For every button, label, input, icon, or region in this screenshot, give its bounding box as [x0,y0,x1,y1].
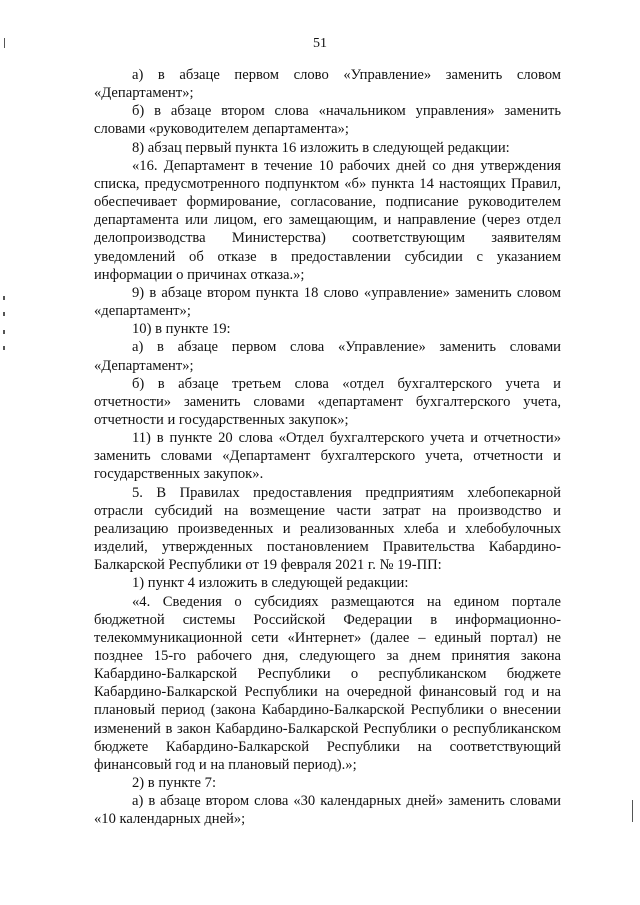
scan-edge-mark [632,800,633,822]
paragraph: «4. Сведения о субсидиях размещаются на едином портале бюджетной системы Российской Федерации в информационно-телекоммуникационной сети «Интернет» (далее – единый портал) не позднее 15-го рабочего дня, следующего за днем принятия закона Кабардино-Балкарской Республики о республиканском бюджете Кабардино-Балкарской Республики на очередной финансовый год и на плановый период (закона Кабардино-Балкарской Республики о внесении изменений в закон Кабардино-Балкарской Республики о республиканском бюджете Кабардино-Балкарской Республики на соответствующий финансовый год и на плановый период).»; [94,593,561,773]
paragraph: б) в абзаце третьем слова «отдел бухгалтерского учета и отчетности» заменить словами «департамент бухгалтерского учета, отчетности и государственных закупок»; [94,375,561,428]
scan-edge-mark [4,38,5,48]
paragraph: а) в абзаце первом слово «Управление» заменить словом «Департамент»; [94,67,561,102]
paragraph: 2) в пункте 7: [132,775,217,792]
paragraph: б) в абзаце втором слова «начальником управления» заменить словами «руководителем департамента»; [94,103,561,138]
scan-edge-mark [3,312,5,316]
scan-edge-mark [3,330,5,334]
page-number: 51 [313,36,327,51]
paragraph: «16. Департамент в течение 10 рабочих дней со дня утверждения списка, предусмотренного подпунктом «б» пункта 14 настоящих Правил, обеспечивает формирование, согласование, подписание руководителем департамента или лицом, его замещающим, и направление (через отдел делопроизводства Министерства) соответствующим заявителям уведомлений об отказе в предоставлении субсидии с указанием информации о причинах отказа.»; [94,157,561,283]
paragraph: 8) абзац первый пункта 16 изложить в следующей редакции: [132,139,510,156]
paragraph: 5. В Правилах предоставления предприятиям хлебопекарной отрасли субсидий на возмещение части затрат на производство и реализацию произведенных и реализованных хлеба и хлебобулочных изделий, утвержденных постановлением Правительства Кабардино-Балкарской Республики от 19 февраля 2021 г. № 19-ПП: [94,484,561,574]
document-body [94,66,561,829]
paragraph: 1) пункт 4 изложить в следующей редакции: [132,575,409,592]
paragraph: а) в абзаце втором слова «30 календарных дней» заменить словами «10 календарных дней»; [94,793,561,828]
paragraph: 11) в пункте 20 слова «Отдел бухгалтерского учета и отчетности» заменить словами «Департамент бухгалтерского учета, отчетности и государственных закупок». [94,430,561,483]
scan-edge-mark [3,346,5,350]
paragraph: а) в абзаце первом слова «Управление» заменить словами «Департамент»; [94,339,561,374]
paragraph: 9) в абзаце втором пункта 18 слово «управление» заменить словом «департамент»; [94,284,561,320]
paragraph: 10) в пункте 19: [132,321,231,338]
scan-edge-mark [3,296,5,300]
